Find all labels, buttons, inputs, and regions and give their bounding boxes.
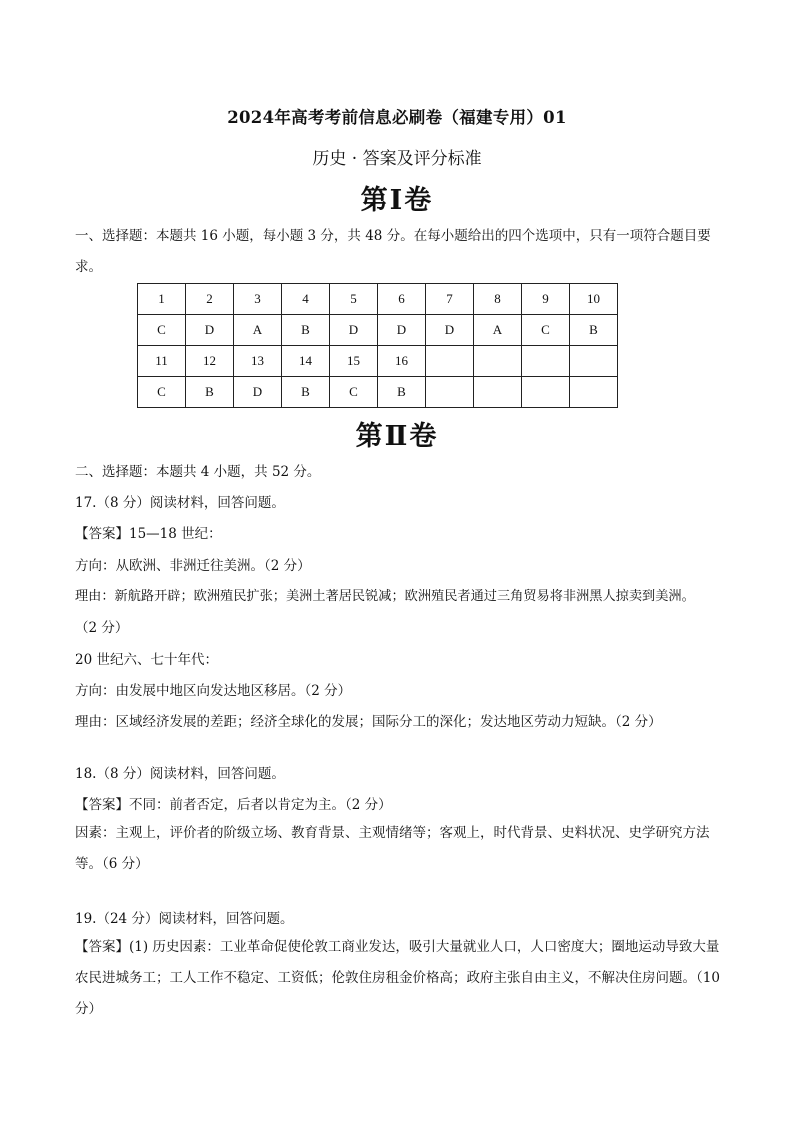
answer-table-cell	[522, 346, 570, 377]
answer-table-cell	[426, 346, 474, 377]
answer-table-cell	[522, 377, 570, 408]
answer-table-cell: 2	[186, 284, 234, 315]
q17-reason-1: 理由：新航路开辟；欧洲殖民扩张；美洲土著居民锐减；欧洲殖民者通过三角贸易将非洲黑人掠卖到美洲。	[75, 589, 695, 604]
answer-table-cell: B	[282, 315, 330, 346]
answer-table-cell: 13	[234, 346, 282, 377]
answer-table-cell: 8	[474, 284, 522, 315]
answer-table-cell: B	[282, 377, 330, 408]
answer-table-cell: D	[378, 315, 426, 346]
answer-table-cell: B	[186, 377, 234, 408]
answer-table-cell	[426, 377, 474, 408]
answer-table-row	[138, 346, 618, 377]
q17-period-2: 20 世纪六、七十年代：	[75, 652, 218, 668]
answer-table-cell: 9	[522, 284, 570, 315]
answer-table-cell: 4	[282, 284, 330, 315]
answer-table-cell: 16	[378, 346, 426, 377]
answer-table-cell: 15	[330, 346, 378, 377]
answer-table-cell	[474, 377, 522, 408]
answer-table-cell: 11	[138, 346, 186, 377]
answer-table-cell: 1	[138, 284, 186, 315]
q18-answer: 【答案】不同：前者否定，后者以肯定为主。（2 分）	[75, 797, 392, 813]
section1-instruction: 一、选择题：本题共 16 小题，每小题 3 分，共 48 分。在每小题给出的四个选项中，只有一项符合题目要求。	[75, 228, 711, 275]
answer-table-cell: 5	[330, 284, 378, 315]
answer-table-cell: D	[186, 315, 234, 346]
answer-table-cell	[570, 377, 618, 408]
answer-table-cell: 6	[378, 284, 426, 315]
section2-instruction: 二、选择题：本题共 4 小题，共 52 分。	[75, 464, 321, 480]
answer-table-cell: B	[570, 315, 618, 346]
answer-table-cell: 10	[570, 284, 618, 315]
volume-2-heading: 第Ⅱ卷	[355, 421, 439, 452]
answer-table-cell: A	[474, 315, 522, 346]
q19-answer: 【答案】(1) 历史因素：工业革命促使伦敦工商业发达，吸引大量就业人口，人口密度大；圈地运动导致大量农民进城务工；工人工作不稳定、工资低；伦敦住房租金价格高；政府主张自由主义，不解决住房问题。（10 分）	[75, 939, 720, 1017]
exam-title: 2024年高考考前信息必刷卷（福建专用）01	[227, 108, 567, 127]
answer-table-row	[138, 284, 618, 315]
q17-reason-1-score: （2 分）	[75, 620, 129, 636]
answer-table-cell: C	[522, 315, 570, 346]
q18-factors: 因素：主观上，评价者的阶级立场、教育背景、主观情绪等；客观上，时代背景、史料状况、史学研究方法等。（6 分）	[75, 825, 710, 872]
answer-table-cell: D	[234, 377, 282, 408]
q19-stem: 19.（24 分）阅读材料，回答问题。	[75, 911, 294, 927]
answer-table	[137, 283, 618, 408]
volume-1-heading: 第Ⅰ卷	[360, 185, 434, 216]
answer-table-cell: A	[234, 315, 282, 346]
answer-table-cell: 3	[234, 284, 282, 315]
q17-answer-heading: 【答案】15—18 世纪：	[75, 526, 222, 542]
answer-table-cell	[474, 346, 522, 377]
answer-table-cell: 12	[186, 346, 234, 377]
q17-direction-2: 方向：由发展中地区向发达地区移居。（2 分）	[75, 683, 352, 699]
answer-table-cell: 14	[282, 346, 330, 377]
exam-subtitle: 历史 · 答案及评分标准	[312, 149, 482, 169]
answer-table-cell: D	[330, 315, 378, 346]
answer-table-cell: D	[426, 315, 474, 346]
answer-table-cell	[570, 346, 618, 377]
q17-stem: 17.（8 分）阅读材料，回答问题。	[75, 495, 285, 511]
q17-direction-1: 方向：从欧洲、非洲迁往美洲。（2 分）	[75, 558, 311, 574]
answer-table-cell: C	[138, 315, 186, 346]
answer-table-cell: C	[330, 377, 378, 408]
q18-stem: 18.（8 分）阅读材料，回答问题。	[75, 766, 285, 782]
answer-table-row	[138, 315, 618, 346]
answer-table-cell: 7	[426, 284, 474, 315]
answer-table-row	[138, 377, 618, 408]
answer-table-cell: B	[378, 377, 426, 408]
answer-table-cell: C	[138, 377, 186, 408]
q17-reason-2: 理由：区域经济发展的差距；经济全球化的发展；国际分工的深化；发达地区劳动力短缺。（2 分）	[75, 714, 662, 730]
